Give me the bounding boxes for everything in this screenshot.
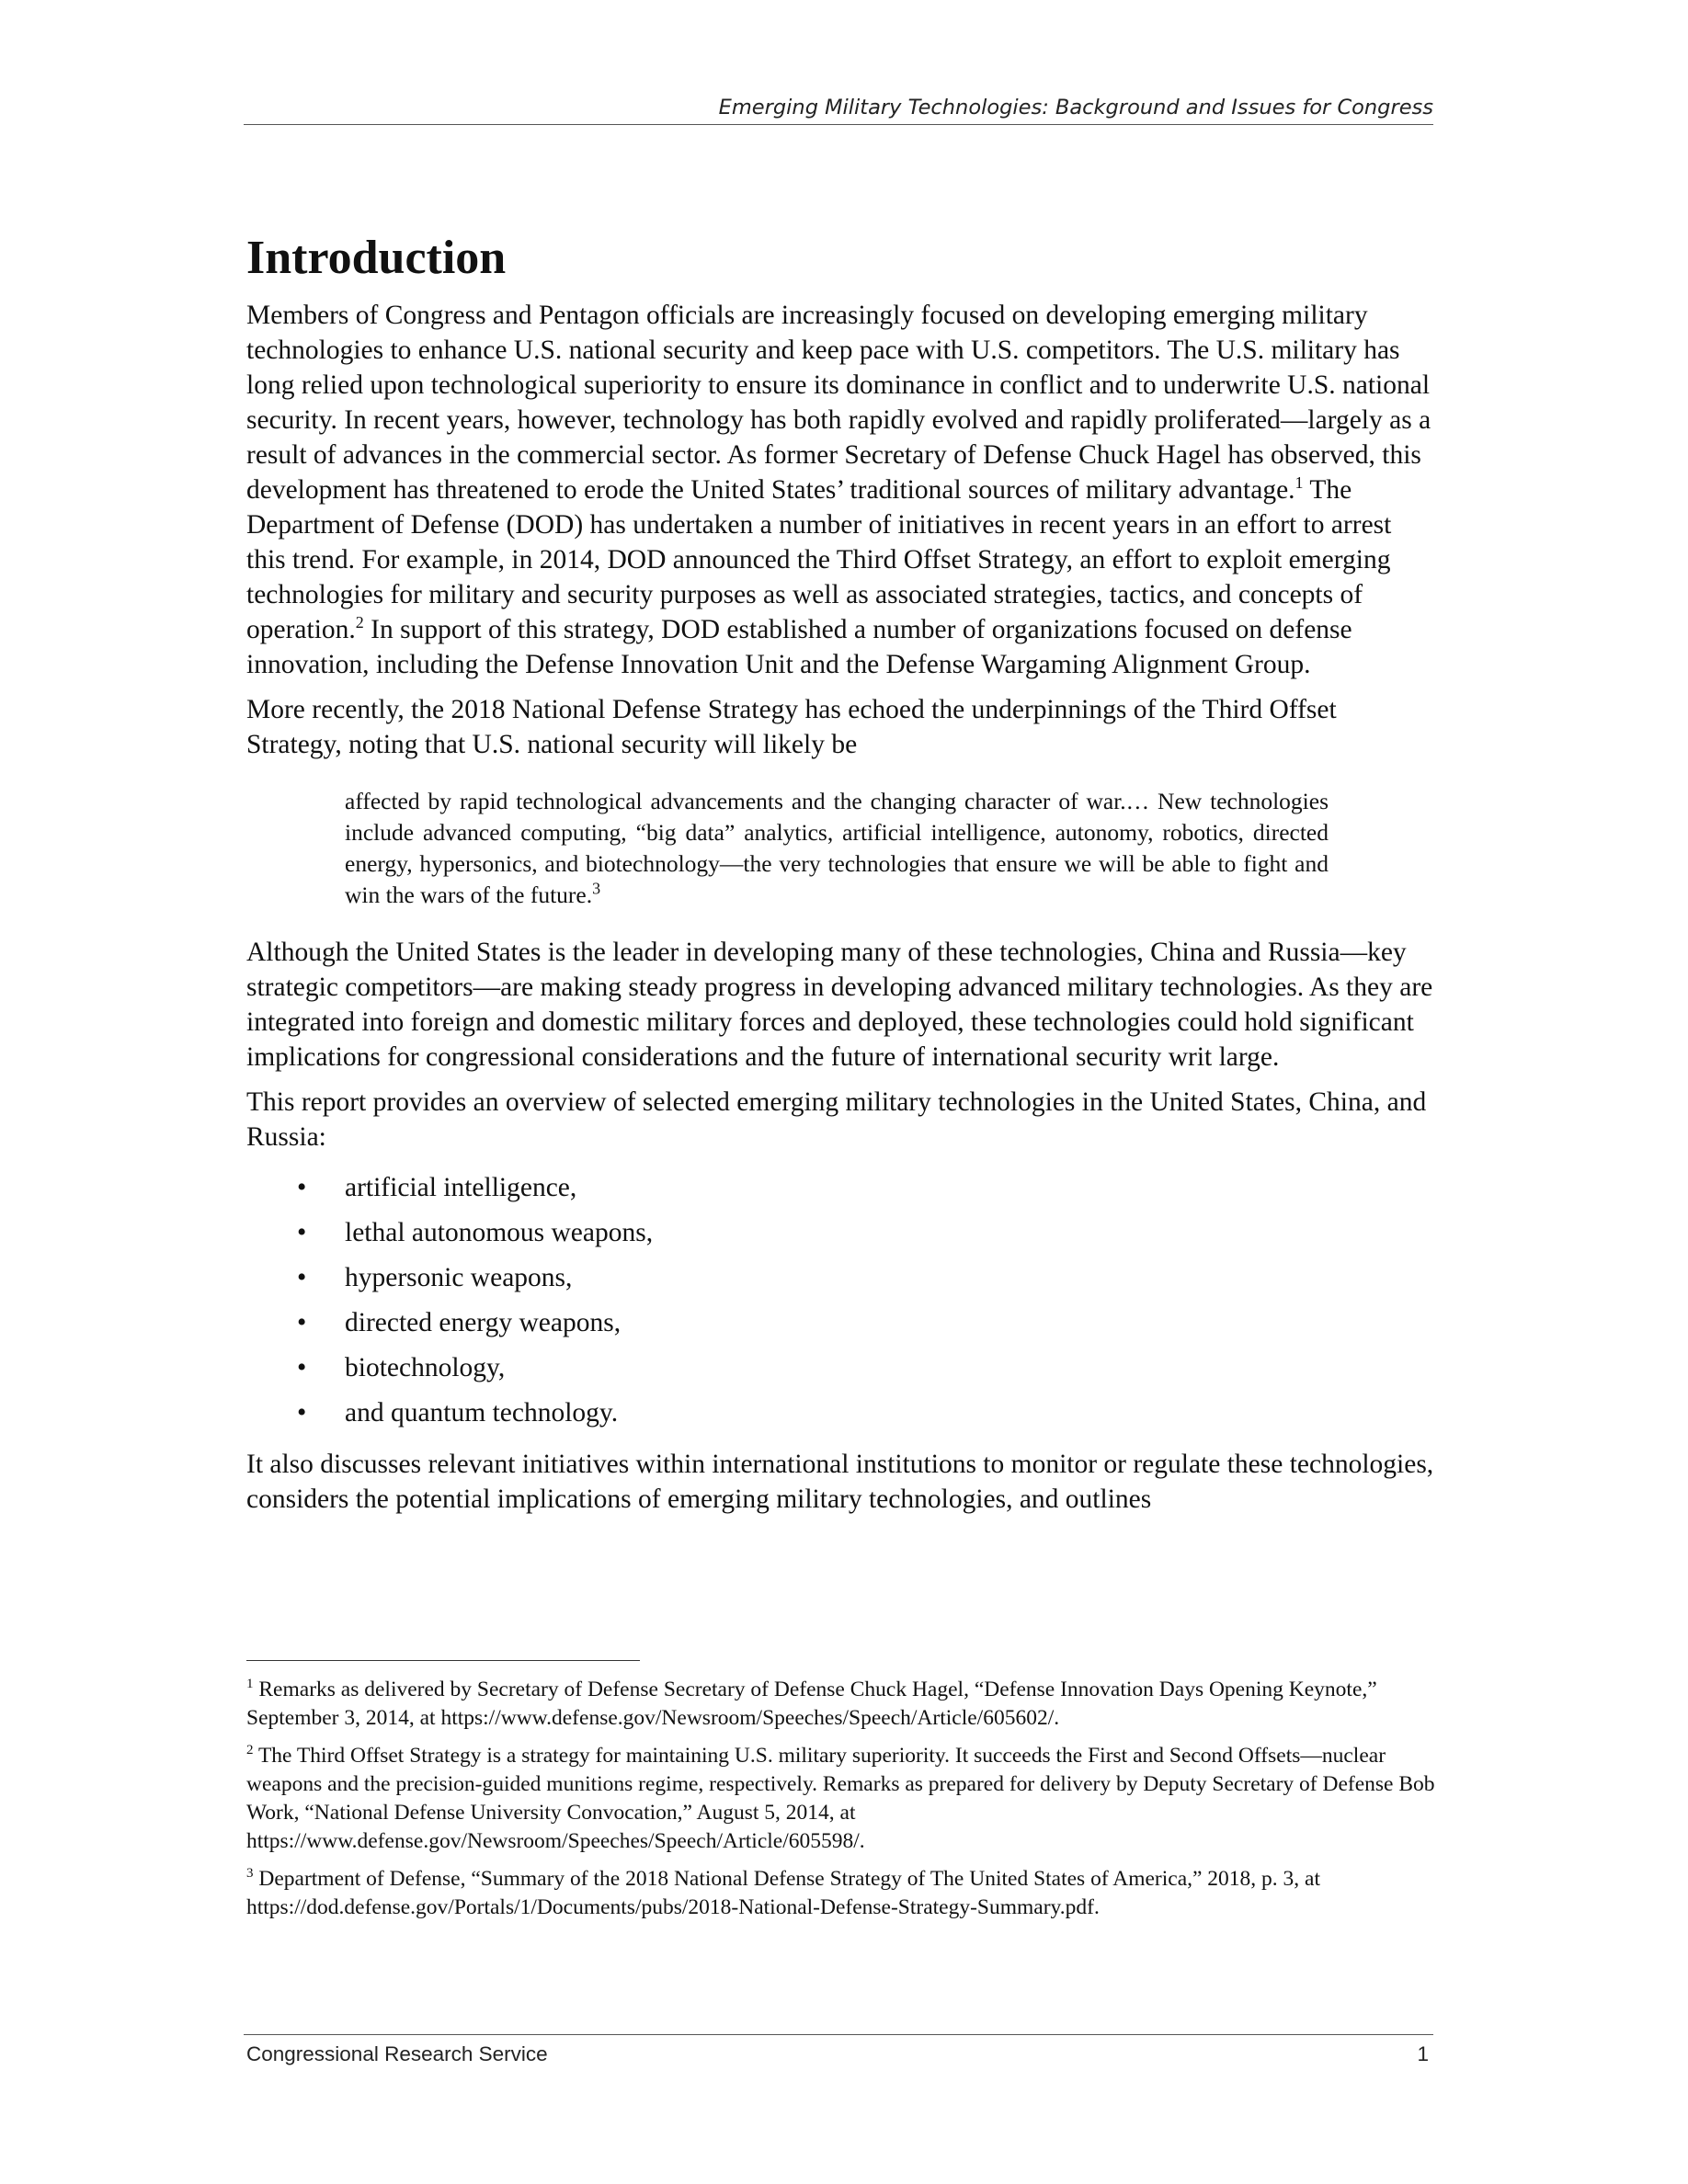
paragraph-nds: More recently, the 2018 National Defense Strategy has echoed the underpinnings of the Third Offset Strategy, noting that U.S. national security will likely be	[246, 695, 1337, 759]
quote-text: affected by rapid technological advancements and the changing character of war.… New technologies include advanced computing, “big data” analytics, artificial intelligence, autonomy, robotics, directed energy, hypersonics, and biotechnology—the very technologies that ensure we will be able to fight and win the wars of the future.	[345, 788, 1329, 908]
page-number: 1	[1417, 2042, 1429, 2065]
footnote-text: Department of Defense, “Summary of the 2018 National Defense Strategy of The United States of America,” 2018, p. 3, at https://dod.defense.gov/Portals/1/Documents/pubs/2018-National-Defense-Strategy-Summary.pdf.	[246, 1867, 1321, 1919]
bullet-icon: •	[297, 1398, 307, 1428]
technology-list	[246, 1166, 1436, 1436]
footnote-ref-3[interactable]: 3	[592, 879, 601, 898]
list-item: • artificial intelligence,	[246, 1166, 1436, 1211]
list-item: • hypersonic weapons,	[246, 1256, 1436, 1301]
paragraph-closing: It also discusses relevant initiatives within international institutions to monitor or regulate these technologies, considers the potential implications of emerging military technologies, and outlines	[246, 1450, 1434, 1514]
footer-divider	[244, 2034, 1433, 2035]
footnote-divider	[246, 1660, 640, 1661]
footnotes	[246, 1676, 1436, 1931]
footnote-number: 2	[246, 1743, 254, 1758]
footnote-ref-1[interactable]: 1	[1295, 473, 1304, 493]
footnote-text: The Third Offset Strategy is a strategy for maintaining U.S. military superiority. It succeeds the First and Second Offsets—nuclear weapons and the precision-guided munitions regime, respectively. Remarks as prepared for delivery by Deputy Secretary of Defense Bob Work, “National Defense University Convocation,” August 5, 2014, at https://www.defense.gov/Newsroom/Speeches/Speech/Article/605598/.	[246, 1744, 1435, 1853]
page-body	[246, 226, 1436, 1527]
footnote-1	[246, 1676, 1436, 1733]
bullet-icon: •	[297, 1263, 307, 1292]
running-header-title: Emerging Military Technologies: Background and Issues for Congress	[718, 96, 1433, 119]
paragraph-overview: This report provides an overview of selected emerging military technologies in the United States, China, and Russia:	[246, 1087, 1427, 1152]
bullet-icon: •	[297, 1173, 307, 1202]
footnote-3	[246, 1865, 1436, 1922]
list-item: • biotechnology,	[246, 1346, 1436, 1391]
footnote-number: 1	[246, 1677, 254, 1692]
bullet-icon: •	[297, 1308, 307, 1337]
footnote-text: Remarks as delivered by Secretary of Defense Secretary of Defense Chuck Hagel, “Defense Innovation Days Opening Keynote,” September 3, 2014, at https://www.defense.gov/Newsroom/Speeches/Speech/Article/605602/.	[246, 1678, 1377, 1730]
footnote-number: 3	[246, 1866, 254, 1882]
paragraph-text: Members of Congress and Pentagon officials are increasingly focused on developing emerging military technologies to enhance U.S. national security and keep pace with U.S. competitors. The U.S. military has long relied upon technological superiority to ensure its dominance in conflict and to underwrite U.S. national security. In recent years, however, technology has both rapidly evolved and rapidly proliferated—largely as a result of advances in the commercial sector. As former Secretary of Defense Chuck Hagel has observed, this development has threatened to erode the United States’ traditional sources of military advantage.	[246, 301, 1431, 505]
block-quote	[345, 786, 1329, 911]
bullet-icon: •	[297, 1353, 307, 1382]
paragraph-intro	[246, 298, 1436, 682]
list-item: • and quantum technology.	[246, 1391, 1436, 1436]
footer-source: Congressional Research Service	[246, 2042, 548, 2065]
footnote-2	[246, 1742, 1436, 1856]
footnote-ref-2[interactable]: 2	[355, 613, 364, 632]
section-title: Introduction	[246, 232, 507, 284]
paragraph-text: The Department of Defense (DOD) has undertaken a number of initiatives in recent years in an effort to arrest this trend. For example, in 2014, DOD announced the Third Offset Strategy, an effort to exploit emerging technologies for military and security purposes as well as associated strategies, tactics, and concepts of operation.	[246, 475, 1392, 644]
bullet-icon: •	[297, 1218, 307, 1247]
header-divider	[244, 124, 1433, 125]
paragraph-competitors: Although the United States is the leader in developing many of these technologies, China and Russia—key strategic competitors—are making steady progress in developing advanced military technologies. As they are integrated into foreign and domestic military forces and deployed, these technologies could hold significant implications for congressional considerations and the future of international security writ large.	[246, 938, 1433, 1072]
list-item: • directed energy weapons,	[246, 1301, 1436, 1346]
list-item: • lethal autonomous weapons,	[246, 1211, 1436, 1256]
paragraph-text: In support of this strategy, DOD established a number of organizations focused on defense innovation, including the Defense Innovation Unit and the Defense Wargaming Alignment Group.	[246, 615, 1352, 679]
